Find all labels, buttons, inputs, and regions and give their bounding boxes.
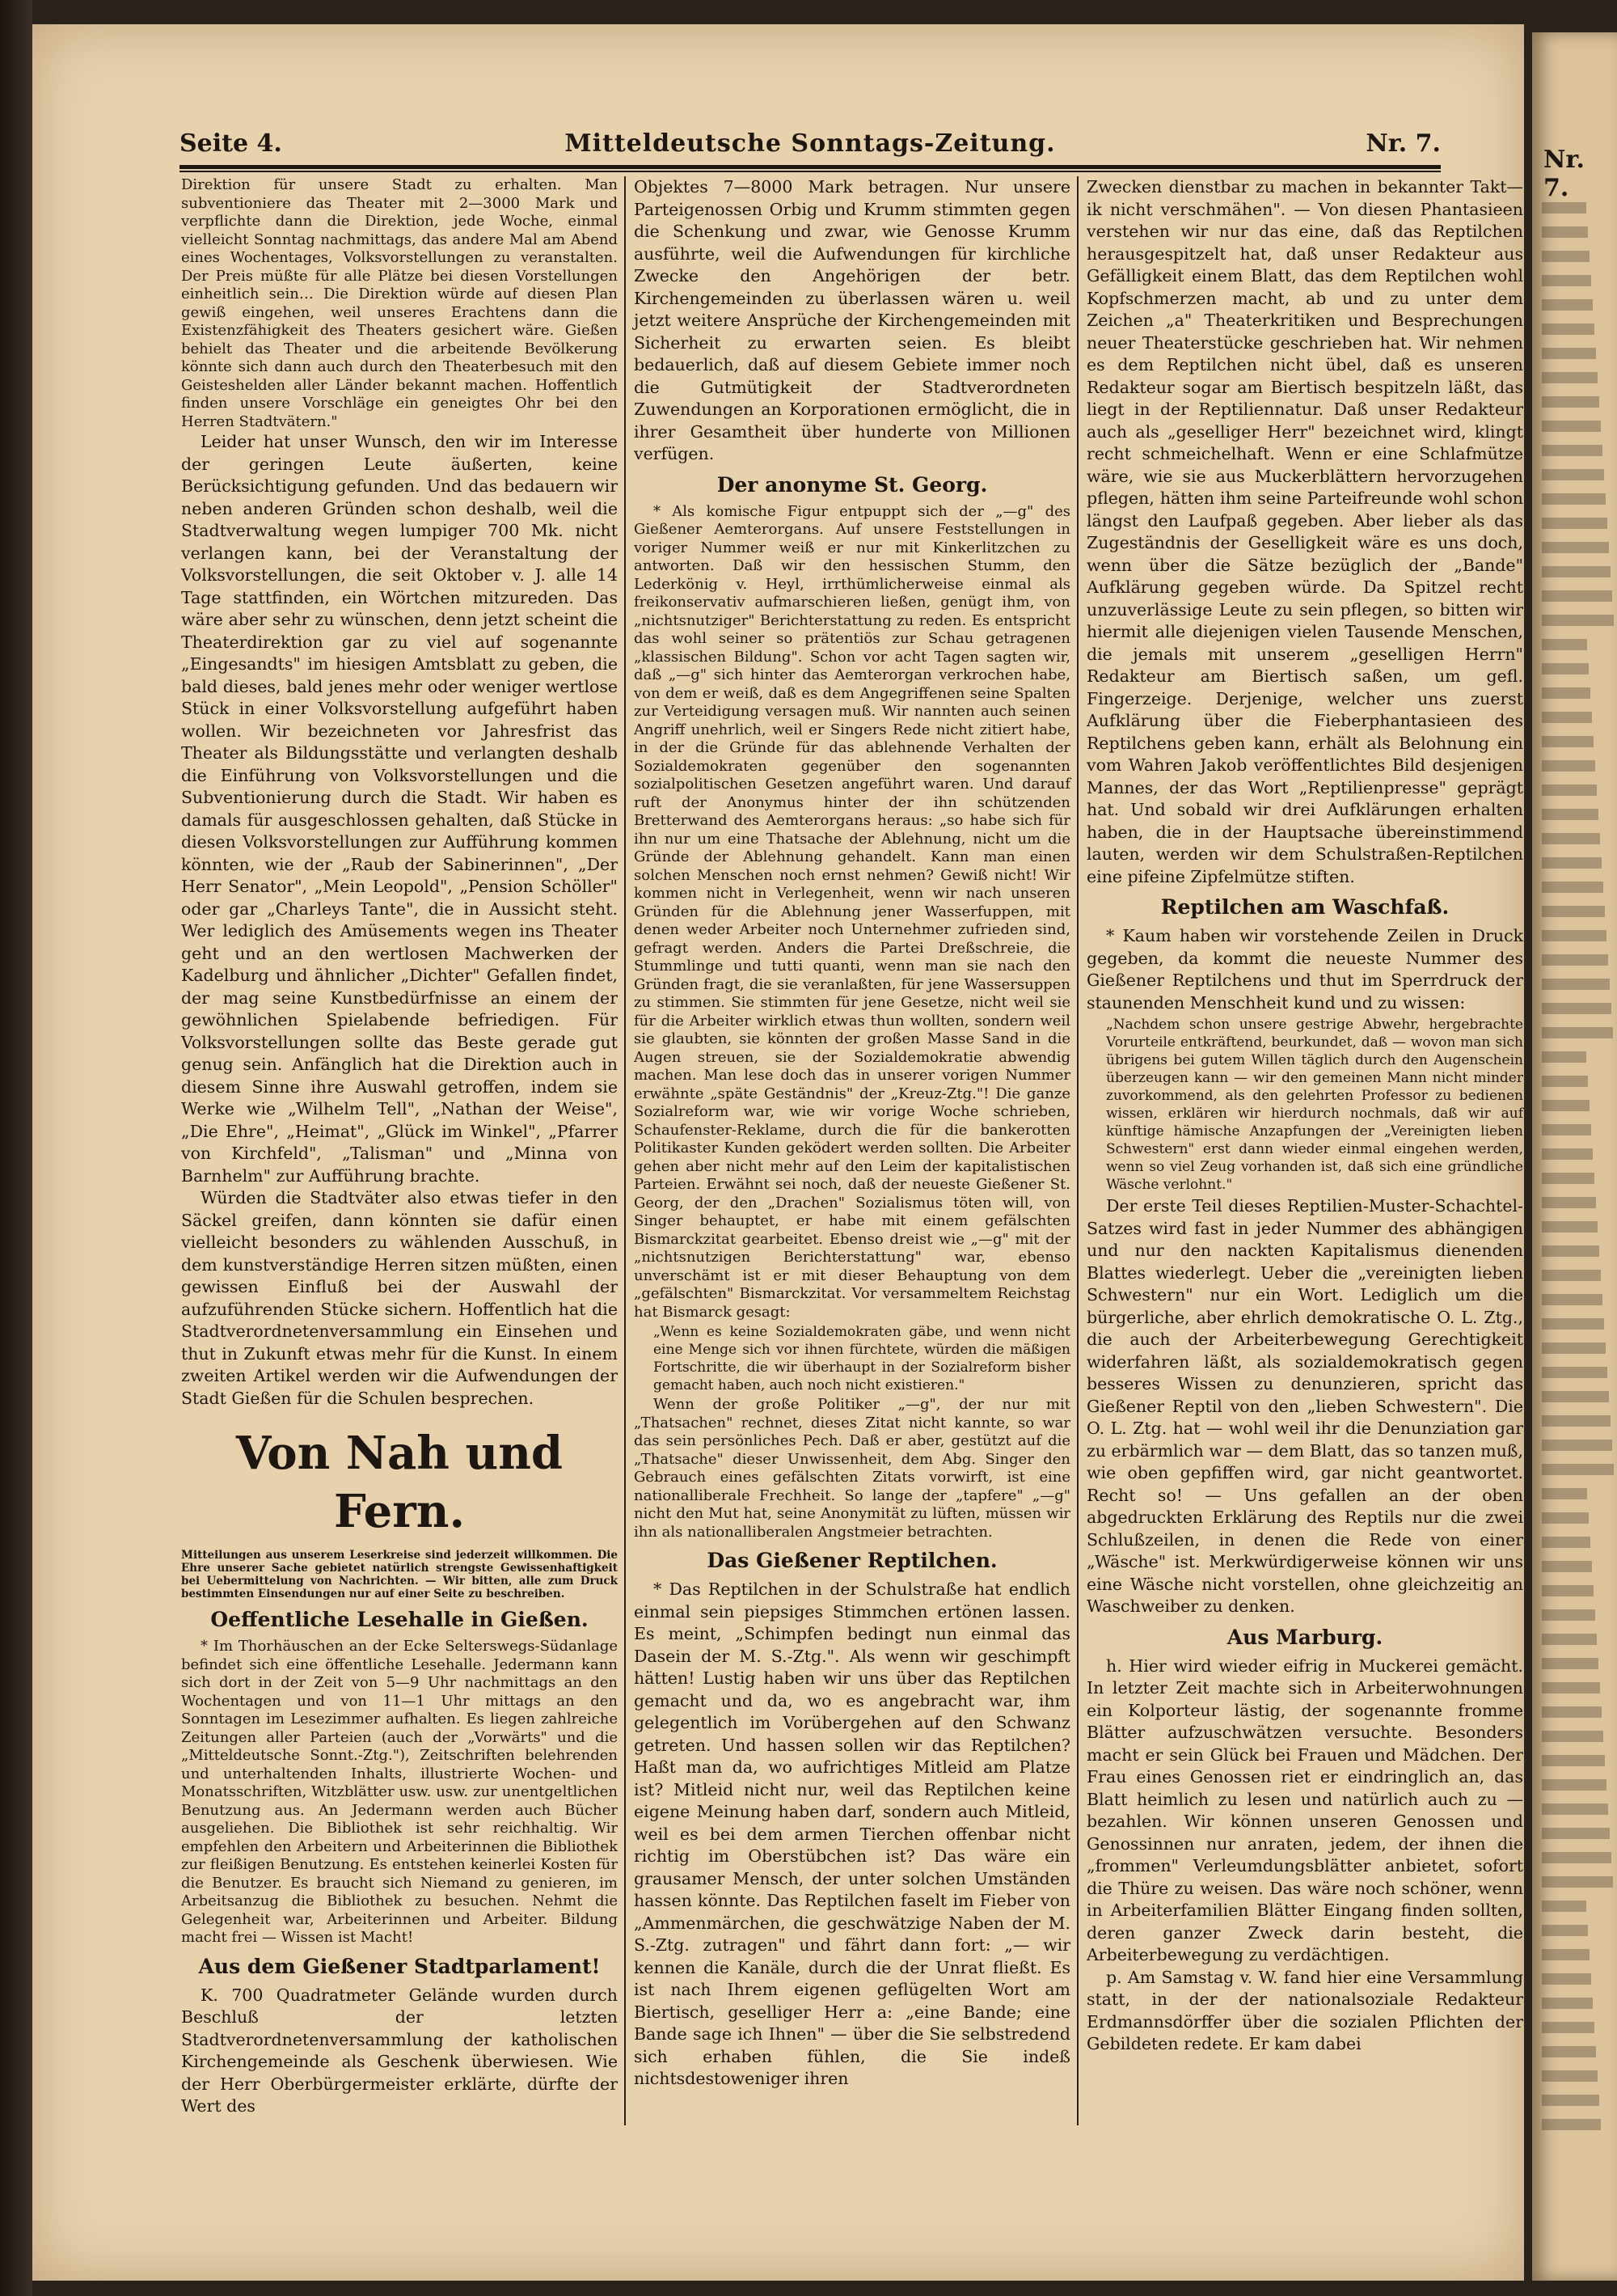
adjacent-page-text-line	[1542, 2070, 1598, 2082]
adjacent-page-text-line	[1542, 736, 1594, 747]
column-divider-2	[1077, 176, 1079, 2125]
adjacent-page-text-line	[1542, 1609, 1595, 1621]
adjacent-page-text-line	[1542, 2022, 1594, 2033]
adjacent-page-text-line	[1542, 2046, 1596, 2057]
adjacent-page-text-line	[1542, 1925, 1588, 1936]
article-theater-end: Direktion für unsere Stadt zu erhalten. Man subventioniere das Theater mit 2—3000 Mark und verpflichte dann die Direktion, jede Woche, einmal vielleicht Sonntag nachmittags, das andere Mal am Abend eines Wochentages, Volksvorstellungen zu veranstalten. Der Preis müßte für alle Plätze bei diesen Vorstellungen einheitlich sein… Die Direktion würde auf diesen Plan gewiß eingehen, weil unseres Erachtens dann die Existenzfähigkeit des Theaters gesichert wäre. Gießen behielt das Theater und die arbeitende Bevölkerung könnte sich dann auch durch den Theaterbesuch mit den Geisteshelden aller Länder bekannt machen. Hoffentlich finden unsere Vorschläge ein geneigtes Ohr bei den Herren Stadtvätern."	[181, 176, 618, 430]
adjacent-page-text-line	[1542, 542, 1609, 553]
adjacent-page-text-line	[1542, 1561, 1592, 1572]
adjacent-page-text-line	[1542, 1998, 1593, 2009]
adjacent-page-edge	[1532, 32, 1617, 2281]
headline-reptilchen: Das Gießener Reptilchen.	[707, 1549, 998, 1572]
adjacent-page-text-line	[1542, 663, 1589, 674]
adjacent-page-text-line	[1542, 954, 1608, 966]
adjacent-page-text-line	[1542, 1488, 1587, 1499]
adjacent-page-text-line	[1542, 1682, 1600, 1693]
adjacent-page-text-line	[1542, 275, 1591, 286]
adjacent-page-text-line	[1542, 1634, 1597, 1645]
adjacent-page-text-line	[1542, 1124, 1591, 1135]
article-marburg: h. Hier wird wieder eifrig in Muckerei gemächt. In letzter Zeit machte sich in Arbeiterwohnungen ein Kolporteur lästig, der sogenannte fromme Blätter aufzuschwätzen versuchte. Besonders macht er sein Glück bei Frauen und Mädchen. Der Frau eines Genossen riet er eindringlich an, das Blatt heimlich zu lesen und natürlich auch zu — bezahlen. Wir können unseren Genossen und Genossinnen nur anraten, jedem, der ihnen die „frommen" Verleumdungsblätter anbietet, sofort die Thüre zu weisen. Das wäre noch schöner, wenn in Arbeiterfamilien Blätter Eingang finden sollten, deren ganzer Zweck darin besteht, die Arbeiterbewegung zu verdächtigen.	[1087, 1655, 1523, 1964]
article-reptilchen-end: Zwecken dienstbar zu machen in bekannter Takt—ik nicht verschmähen". — Von diesen Phantasieen verstehen wir nur das eine, daß das Reptilchen herausgespitzelt hat, daß unser Redakteur aus Gefälligkeit einem Blatt, das dem Reptilchen wohl Kopfschmerzen macht, ab und zu unter dem Zeichen „a" Theaterkritiken und Besprechungen neuer Theaterstücke geschrieben hat. Wir nehmen es dem Reptilchen nicht übel, daß es unseren Redakteur sogar am Biertisch bespitzeln läßt, das liegt in der Reptiliennatur. Daß unser Redakteur auch als „geselliger Herr" bezeichnet wird, klingt recht schmeichelhaft. Wenn er eine Schlafmütze wäre, wie sie aus Muckerblättern hervorzugehen pflegen, hätten ihm seine Parteifreunde wohl schon längst den Laufpaß gegeben. Aber lieber als das Zugeständnis der Geselligkeit wäre es uns doch, wenn über die Sätze bezüglich der „Bande" Aufklärung gegeben würde. Da Spitzel recht unzuverlässige Leute zu sein pflegen, so bitten wir hiermit alle diejenigen vielen Tausende Menschen, die jemals mit unserem „geselligen Herrn" Redakteur am Biertisch saßen, um gefl. Fingerzeige. Derjenige, welcher uns zuerst Aufklärung über die Fieberphantasieen des Reptilchens geben kann, erhält als Belohnung ein vom Wahren Jakob veröffentlichtes Bild desjenigen Mannes, der das Wort „Reptilienpresse" geprägt hat. Und sobald wir drei Aufklärungen erhalten haben, die in der Hauptsache übereinstimmend lauten, werden wir dem Schulstraßen-Reptilchen eine pifeine Zipfelmütze stiften.	[1087, 177, 1523, 886]
adjacent-page-text-line	[1542, 906, 1605, 917]
adjacent-page-text-line	[1542, 323, 1594, 335]
adjacent-page-text-line	[1542, 1852, 1611, 1863]
adjacent-page-text-line	[1542, 469, 1604, 480]
adjacent-page-text-line	[1542, 1876, 1613, 1888]
adjacent-page-text-line	[1542, 299, 1593, 311]
article-st-georg-end: Wenn der große Politiker „—g", der nur mit „Thatsachen" rechnet, dieses Zitat nicht kannte, so war das sein persönliches Pech. Daß er aber, gestützt auf die „Thatsache" dieser Unwissenheit, dem Abg. Singer den Gebrauch eines gefälschten Zitats vorwirft, ist eine nationalliberale Frechheit. So lange der „tapfere" „—g" nicht den Mut hat, seine Anonymität zu lüften, müssen wir ihn als nationalliberalen Angstmeier betrachten.	[634, 1396, 1070, 1541]
column-3	[1087, 176, 1523, 2056]
adjacent-page-text-line	[1542, 1415, 1611, 1427]
adjacent-page-text-line	[1542, 396, 1599, 408]
adjacent-page-text-line	[1542, 833, 1600, 844]
adjacent-page-text-line	[1542, 202, 1586, 214]
adjacent-page-text-line	[1542, 1779, 1606, 1791]
adjacent-page-text-line	[1542, 1828, 1610, 1839]
adjacent-page-text-line	[1542, 348, 1596, 359]
adjacent-page-text-line	[1542, 1367, 1607, 1378]
adjacent-page-text-line	[1542, 1197, 1596, 1208]
adjacent-page-text-line	[1542, 1658, 1598, 1669]
headline-stadtparlament: Aus dem Gießener Stadtparlament!	[198, 1954, 601, 1978]
paragraph-theater-3: Würden die Stadtväter also etwas tiefer in den Säckel greifen, dann könnten sie dafür einen vielleicht besonders zu wählenden Ausschuß, in dem kunstverständige Herren sitzen müßten, einen gewissen Einfluß bei der Auswahl der aufzuführenden Stücke sichern. Hoffentlich hat die Stadtverordnetenversammlung ein Einsehen und thut in Zukunft etwas mehr für die Kunst. In einem zweiten Artikel werden wir die Aufwendungen der Stadt Gießen für die Schulen besprechen.	[181, 1188, 618, 1408]
adjacent-page-text-line	[1542, 639, 1587, 650]
headline-st-georg: Der anonyme St. Georg.	[716, 472, 988, 497]
adjacent-page-text-line	[1542, 615, 1614, 626]
adjacent-page-text-line	[1542, 566, 1611, 577]
page-header	[179, 129, 1441, 163]
adjacent-page-text-line	[1542, 1100, 1590, 1111]
adjacent-page-text-line	[1542, 1318, 1604, 1330]
adjacent-page-text-line	[1542, 590, 1612, 602]
adjacent-page-text-line	[1542, 1464, 1614, 1475]
issue-number: Nr. 7.	[1366, 129, 1441, 158]
adjacent-page-text-line	[1542, 1294, 1602, 1305]
adjacent-page-text-line	[1542, 1343, 1606, 1354]
adjacent-page-text-line	[1542, 226, 1588, 238]
adjacent-page-text-line	[1542, 1706, 1602, 1718]
article-stadtparlament: K. 700 Quadratmeter Gelände wurden durch Beschluß der letzten Stadtverordnetenversammlung der katholischen Kirchengemeinde als Geschenk überwiesen. Wie der Herr Oberbürgermeister erklärte, dürfte der Wert des	[181, 1985, 618, 2116]
quote-bismarck: „Wenn es keine Sozialdemokraten gäbe, und wenn nicht eine Menge sich vor ihnen fürchtete, würden die mäßigen Fortschritte, die wir überhaupt in der Sozialreform bisher gemacht haben, auch noch nicht existieren."	[653, 1324, 1070, 1393]
column-2	[634, 176, 1070, 2091]
adjacent-page-text-line	[1542, 2119, 1601, 2130]
adjacent-page-text-line	[1542, 1585, 1594, 1596]
column-1	[181, 176, 618, 2118]
adjacent-page-text-line	[1542, 1245, 1599, 1257]
column-divider-1	[624, 176, 626, 2125]
article-st-georg: * Als komische Figur entpuppt sich der „—g" des Gießener Aemterorgans. Auf unsere Feststellungen in voriger Nummer weiß er nur mit Kinkerlitzchen zu antworten. Daß wir den hessischen Stumm, den Lederkönig v. Heyl, irrthümlicherweise einmal als freikonservativ aufmarschieren ließen, genügt ihm, von „nichtsnutziger" Berichterstattung zu reden. Es entspricht das wohl seiner so prätentiös zur Schau getragenen „klassischen Bildung". Schon vor acht Tagen sagten wir, daß „—g" sich hinter das Aemterorgan verkrochen habe, von dem er weiß, daß es dem Angegriffenen seine Spalten zur Verteidigung versagen muß. Wir nannten auch seinen Angriff unehrlich, weil er Singers Rede nicht zitiert habe, in der die Gründe für das ablehnende Verhalten der Sozialdemokraten gegenüber den sogenannten sozialpolitischen Gesetzen angeführt waren. Und darauf ruft der Anonymus hinter der ihn schützenden Bretterwand des Aemterorgans heraus: „so habe sich für ihn nur um eine Thatsache der Ablehnung, nicht um die Gründe der Ablehnung gehandelt. Kann man einen solchen Menschen noch ernst nehmen? Gewiß nicht! Wir kommen nicht in Verlegenheit, wenn wir nach unseren Gründen für die Ablehnung jener Wasserfuppen, mit denen weder Arbeiter noch Unternehmer zufrieden sind, gefragt werden. Anders die Partei Dreßschreie, die Stummlinge und tutti quanti, wenn man sie nach den Gründen fragt, die sie veranlaßten, für jene Wassersuppen zu stimmen. Sie stimmten für jene Gesetze, nicht weil sie für die Arbeiter wirklich etwas thun wollten, sondern weil sie glaubten, sie könnten der großen Masse Sand in die Augen streuen, sie der Sozialdemokratie abwendig machen. Man lese doch das in unserer vorigen Nummer erwähnte „späte Geständnis" der „Kreuz-Ztg."! Die ganze Sozialreform war, wie wir vorige Woche schrieben, Schaufenster-Reklame, durch die für die bankerotten Politikaster Kunden geködert werden sollten. Die Arbeiter gehen aber nicht mehr auf den Leim der kapitalistischen Parteien. Erwähnt sei noch, daß der neueste Gießener St. Georg, der den „Drachen" Sozialismus töten will, von Singer behauptet, er habe mit einem gefälschten Bismarckzitat gearbeitet. Ebenso dreist wie „—g" mit der „nichtsnutzigen Berichterstattung" war, ebenso unverschämt ist er mit dieser Behauptung von dem „gefälschten" Bismarckzitat. Vor versammeltem Reichstag hat Bismarck gesagt:	[634, 502, 1070, 1321]
adjacent-page-text-line	[1542, 1003, 1611, 1014]
adjacent-page-text-line	[1542, 857, 1602, 869]
book-binding	[0, 0, 32, 2296]
adjacent-page-text-line	[1542, 251, 1590, 262]
newspaper-title: Mitteldeutsche Sonntags-Zeitung.	[564, 129, 1056, 158]
adjacent-page-text-line	[1542, 784, 1597, 796]
adjacent-page-text-line	[1542, 493, 1606, 505]
adjacent-page-text-line	[1542, 882, 1603, 893]
adjacent-page-text-line	[1542, 809, 1598, 820]
adjacent-page-text-line	[1542, 1221, 1598, 1233]
adjacent-page-text-line	[1542, 712, 1592, 723]
article-lesehalle: * Im Thorhäuschen an der Ecke Selterswegs-Südanlage befindet sich eine öffentliche Lesehalle. Jedermann kann sich dort in der Zeit von 5—9 Uhr nachmittags an den Wochentagen und von 11—1 Uhr mittags an den Sonntagen im Lesezimmer aufhalten. Es liegen zahlreiche Zeitungen aller Parteien (auch der „Vorwärts" und die „Mitteldeutsche Sonnt.-Ztg."), Zeitschriften belehrenden und unterhaltenden Inhalts, illustrierte Wochen- und Monatsschriften, Witzblätter usw. usw. zur unentgeltlichen Benutzung aus. An Jedermann werden auch Bücher ausgeliehen. Die Bibliothek ist sehr reichhaltig. Wir empfehlen den Arbeitern und Arbeiterinnen die Bibliothek zur fleißigen Benutzung. Es entstehen keinerlei Kosten für die Benutzer. Es braucht sich Niemand zu genieren, im Arbeitsanzug die Bibliothek zu besuchen. Nehmt die Gelegenheit war, Arbeiterinnen und Arbeiter. Bildung macht frei — Wissen ist Macht!	[181, 1638, 618, 1946]
section-note: Mitteilungen aus unserem Leserkreise sind jederzeit willkommen. Die Ehre unserer Sache gebietet natürlich strengste Gewissenhaftigkeit bei Uebermittelung von Nachrichten. — Wir bitten, alle zum Druck bestimmten Einsendungen nur auf einer Seite zu beschreiben.	[181, 1549, 618, 1600]
adjacent-page-text-line	[1542, 421, 1601, 432]
adjacent-page-text-line	[1542, 1076, 1588, 1087]
article-waschfass: * Kaum haben wir vorstehende Zeilen in Druck gegeben, da kommt die neueste Nummer des Gießener Reptilchens und thut im Sperrdruck der staunenden Menschheit kund und zu wissen:	[1087, 926, 1523, 1013]
adjacent-page-text-line	[1542, 1512, 1589, 1524]
adjacent-page-text-line	[1542, 1148, 1593, 1160]
article-waschfass-end: Der erste Teil dieses Reptilien-Muster-Schachtel-Satzes wird fast in jeder Nummer des abhängigen und nur den nackten Kapitalismus dienenden Blattes wiederlegt. Ueber die „vereinigten lieben Schwestern" nur ein Wort. Lediglich um die bürgerliche, aber ehrlich demokratische O. L. Ztg., die auch der Arbeiterbewegung Gerechtigkeit widerfahren läßt, als sozialdemokratisch gegen besseres Wissen zu denunzieren, spricht das Gießener Reptil von den „lieben Schwestern". Die O. L. Ztg. hat — wohl weil ihr die Denunziation gar zu erbärmlich war — dem Blatt, das so tanzen muß, wie oben gepfiffen wird, gar nicht geantwortet. Recht so! — Uns gefallen an der oben abgedruckten Erklärung des Reptils nur die zwei Schlußzeilen, in denen die Rede von einer „Wäsche" ist. Merkwürdigerweise können wir uns eine Wäsche nicht vorstellen, ohne gleichzeitig an Waschweiber zu denken.	[1087, 1196, 1523, 1616]
adjacent-page-text-line	[1542, 979, 1610, 990]
article-marburg-2: p. Am Samstag v. W. fand hier eine Versammlung statt, in der der nationalsoziale Redakteur Erdmannsdörffer über die sozialen Pflichten der Gebildeten redete. Er kam dabei	[1087, 1967, 1523, 2053]
adjacent-page-text-line	[1542, 1731, 1603, 1742]
adjacent-page-text-line	[1542, 1537, 1590, 1548]
article-stadtparlament-end: Objektes 7—8000 Mark betragen. Nur unsere Parteigenossen Orbig und Krumm stimmten gegen die Schenkung und zwar, wie Genosse Krumm ausführte, weil die Aufwendungen für kirchliche Zwecke den Angehörigen der betr. Kirchengemeinden zu überlassen wären u. weil jetzt weitere Ansprüche der Kirchengemeinden mit Sicherheit zu erwarten seien. Es bleibt bedauerlich, daß auf diesem Gebiete immer noch die Gutmütigkeit der Stadtverordneten Zuwendungen an Korporationen ermöglicht, die in ihrer Gesamtheit über hunderte von Millionen verfügen.	[634, 177, 1070, 463]
page-number: Seite 4.	[179, 129, 282, 158]
adjacent-page-text-line	[1542, 445, 1602, 456]
adjacent-page-text-line	[1542, 1391, 1609, 1402]
adjacent-page-text-line	[1542, 518, 1607, 529]
adjacent-page-text-line	[1542, 1027, 1613, 1038]
adjacent-page-header: Nr. 7.	[1543, 146, 1585, 202]
adjacent-page-text-line	[1542, 372, 1598, 383]
adjacent-page-text-line	[1542, 930, 1606, 941]
adjacent-page-text-line	[1542, 1270, 1601, 1281]
adjacent-page-text-line	[1542, 2095, 1599, 2106]
adjacent-page-text-line	[1542, 1755, 1605, 1766]
adjacent-page-text-line	[1542, 1901, 1586, 1912]
adjacent-page-text-line	[1542, 1949, 1590, 1960]
adjacent-page-text-line	[1542, 687, 1590, 699]
adjacent-page-text-line	[1542, 1440, 1612, 1451]
paragraph-theater-2: Leider hat unser Wunsch, den wir im Interesse der geringen Leute äußerten, keine Berücksichtigung gefunden. Und das bedauern wir neben anderen Gründen schon deshalb, weil die Stadtverwaltung wegen lumpiger 700 Mk. nicht verlangen kann, bei der Veranstaltung der Volksvorstellungen, die seit Oktober v. J. alle 14 Tage stattfinden, ein Wörtchen mitzureden. Das wäre aber sehr zu wünschen, denn jetzt scheint die Theaterdirektion gar zu viel auf sogenannte „Eingesandts" im hiesigen Amtsblatt zu geben, die bald dieses, bald jenes mehr oder weniger wertlose Stück in einer Volksvorstellung aufgeführt haben wollen. Wir bezeichneten vor Jahresfrist das Theater als Bildungsstätte und verlangten deshalb die Einführung von Volksvorstellungen und die Subventionierung durch die Stadt. Wir haben es damals für ausgeschlossen gehalten, daß Stücke in diesen Volksvorstellungen zur Aufführung kommen könnten, wie der „Raub der Sabinerinnen", „Der Herr Senator", „Mein Leopold", „Pension Schöller" oder gar „Charleys Tante", die in Aussicht steht. Wer lediglich des Amüsements wegen ins Theater geht und an den wertlosen Machwerken der Kadelburg und ähnlicher „Dichter" Gefallen findet, der mag seine Kunstbedürfnisse an einem der gewöhnlichen Spielabende befriedigen. Für Volksvorstellungen sollte das Beste gerade gut genug sein. Anfänglich hat die Direktion auch in diesem Sinne ihre Auswahl getroffen, indem sie Werke wie „Wilhelm Tell", „Nathan der Weise", „Die Ehre", „Heimat", „Glück im Winkel", „Pfarrer von Kirchfeld", „Talisman" und „Minna von Barnhelm" zur Aufführung brachte.	[181, 432, 618, 1186]
section-title: Von Nah und Fern.	[235, 1427, 564, 1538]
adjacent-page-text-line	[1542, 1051, 1586, 1063]
adjacent-page-text-line	[1542, 1803, 1608, 1815]
headline-lesehalle: Oeffentliche Lesehalle in Gießen.	[210, 1608, 589, 1631]
quote-reptil: „Nachdem schon unsere gestrige Abwehr, hergebrachte Vorurteile entkräftend, beurkundet, daß — wovon man sich übrigens bei gutem Willen täglich durch den Augenschein überzeugen kann — wir den gemeinen Mann nicht minder zuvorkommend, als den gelehrten Professor zu bedienen wissen, erklären wir hierdurch nochmals, daß wir auf künftige hämische Anzapfungen der „Vereinigten lieben Schwestern" erst dann wieder einmal eingehen werden, wenn so viel Zeug vorhanden ist, daß sich eine gründliche Wäsche verlohnt."	[1106, 1017, 1523, 1193]
article-reptilchen: * Das Reptilchen in der Schulstraße hat endlich einmal sein piepsiges Stimmchen ertönen lassen. Es meint, „Schimpfen bedingt nun einmal das Dasein der M. S.-Ztg.". Als wenn wir geschimpft hätten! Lustig haben wir uns über das Reptilchen gemacht und da, wo es angebracht war, ihm gelegentlich im Vorübergehen auf den Schwanz getreten. Und hassen sollen wir das Reptilchen? Haßt man da, wo aufrichtiges Mitleid am Platze ist? Mitleid nicht nur, weil das Reptilchen keine eigene Meinung haben darf, sondern auch Mitleid, weil es bei dem armen Tierchen offenbar nicht richtig im Oberstübchen ist? Das wäre ein grausamer Mensch, der unter solchen Umständen hassen könnte. Das Reptilchen faselt im Fieber von „Ammenmärchen, die geschwätzige Naben der M. S.-Ztg. zutragen" und fährt dann fort: „— wir kennen die Kanäle, durch die der Unrat fließt. Es ist nach Ihrem eigenen geflügelten Wort am Biertisch, geselliger Herr a: „eine Bande; eine Bande sage ich Ihnen" — über die Sie selbstredend sich erhaben fühlen, die Sie indeß nichtsdestoweniger ihren	[634, 1579, 1070, 2088]
headline-marburg: Aus Marburg.	[1226, 1625, 1383, 1649]
adjacent-page-text-line	[1542, 1173, 1594, 1184]
header-rule	[179, 165, 1441, 169]
adjacent-page-text-line	[1542, 760, 1595, 772]
headline-waschfass: Reptilchen am Waschfaß.	[1160, 895, 1450, 919]
adjacent-page-text-line	[1542, 1973, 1591, 1985]
header-rule-thin	[179, 171, 1441, 172]
